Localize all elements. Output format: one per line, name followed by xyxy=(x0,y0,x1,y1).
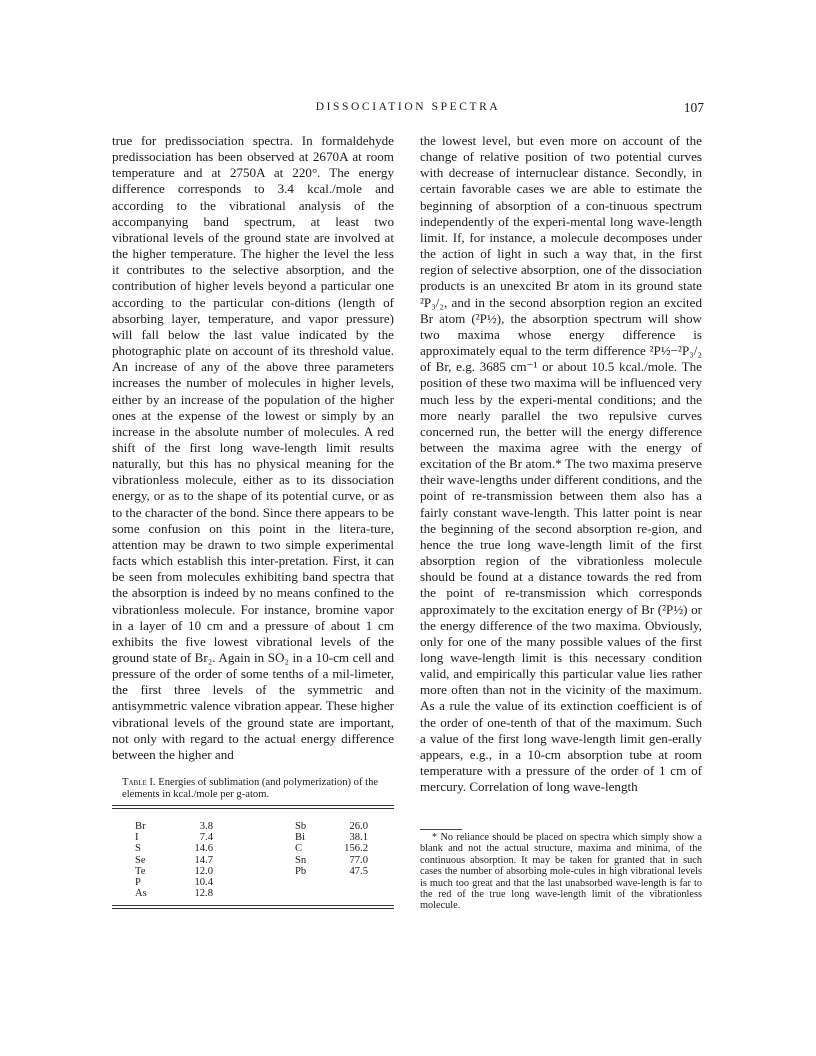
footnote-text: * No reliance should be placed on spectra which simply show a blank and not the actual structure, maxima and minima, of the continuous absorption. It may be taken for granted that in such cases the number of absorbing mole-cules in high vibrational levels is much too great and that the last unabsorbed wave-length is far to the red of the true long wave-length limit of the vibrationless molecule. xyxy=(420,832,702,912)
table-label: Table I. xyxy=(122,777,156,788)
table-cell-element: Br xyxy=(135,821,146,832)
table-rule-top-inner xyxy=(112,808,394,809)
running-head xyxy=(112,100,704,118)
table-left-elements xyxy=(135,821,175,899)
table-cell-value: 14.7 xyxy=(194,854,213,866)
table-caption-text: Energies of sublimation (and polymerization) of the elements in kcal./mole per g-atom. xyxy=(122,777,379,800)
page-number: 107 xyxy=(683,100,704,115)
table-cell-value: 77.0 xyxy=(349,854,368,866)
table-cell-element: Sn xyxy=(295,854,307,866)
table-right-values xyxy=(330,821,368,877)
table-cell-element: Sb xyxy=(295,821,307,832)
table-cell-element: Te xyxy=(135,865,146,877)
table-left-values xyxy=(175,821,213,899)
table-rule-top xyxy=(112,805,394,806)
table-cell-element: Pb xyxy=(295,865,307,877)
footnote-rule xyxy=(420,829,462,830)
table-cell-element: C xyxy=(295,843,303,855)
table-cell-value: 12.0 xyxy=(194,865,213,877)
left-column xyxy=(112,133,394,763)
table-cell-element: Bi xyxy=(295,832,306,844)
table-caption xyxy=(122,777,386,801)
table-cell-element: Se xyxy=(135,854,146,866)
footnote xyxy=(420,832,702,912)
table-rule-bottom xyxy=(112,905,394,906)
running-title: DISSOCIATION SPECTRA xyxy=(315,101,501,113)
right-column-text: the lowest level, but even more on account of the change of relative position of two potential curves with decrease of internuclear distance. Secondly, in certain favorable cases we are able to estimate the beginning of absorption of a con-tinuous spectrum independently of the experi-mental long wave-length limit. If, for instance, a molecule decomposes under the action of light in such a way that, in the first region of selective absorption, one of the dissociation products is an unexcited Br atom in its ground state ²P₃/₂, and in the second absorption region an excited Br atom (²P½), the absorption spectrum will show two maxima whose energy difference is approximately equal to the term difference ²P½−²P₃/₂ of Br, e.g. 3685 cm⁻¹ or about 10.5 kcal./mole. The position of these two maxima will be influenced very much less by the experi-mental conditions; and the more nearly parallel the two repulsive curves concerned run, the better will the energy difference between the maxima agree with the energy of excitation of the Br atom.* The two maxima preserve their wave-lengths under different conditions, and the point of re-transmission between them also has a fairly constant wave-length. This latter point is near the beginning of the second absorption re-gion, and hence the true long wave-length limit of the first absorption region of the vibrationless molecule should be found at a distance towards the red from the point of re-transmission which corresponds approximately to the excitation energy of Br (²P½) or the energy difference of the two maxima. Obviously, only for one of the many possible values of the first long wave-length limit is this necessary condition valid, and empirically this particular value lies rather more often than not in the vicinity of the maximum. As a rule the value of its extinction coefficient is of the order of one-tenth of that of the maximum. Such a value of the first long wave-length limit gen-erally appears, e.g., in a 10-cm absorption tube at room temperature with a pressure of the order of 1 cm of mercury. Correlation of long wave-length xyxy=(420,133,702,795)
table-cell-value: 7.4 xyxy=(199,832,213,844)
table-cell-value: 12.8 xyxy=(194,888,213,900)
table-rule-bottom-inner xyxy=(112,908,394,909)
table-cell-value: 26.0 xyxy=(349,821,368,832)
table-cell-element: P xyxy=(135,876,141,888)
table-cell-element: As xyxy=(135,888,147,900)
table-cell-value: 156.2 xyxy=(344,843,368,855)
right-column xyxy=(420,133,702,795)
table-cell-value: 47.5 xyxy=(349,865,368,877)
table-cell-value: 10.4 xyxy=(194,876,213,888)
table-cell-value: 14.6 xyxy=(194,843,213,855)
table-cell-element: S xyxy=(135,843,141,855)
table-cell-value: 38.1 xyxy=(349,832,368,844)
table-right-elements xyxy=(295,821,335,877)
table-cell-value: 3.8 xyxy=(199,821,213,832)
table-cell-element: I xyxy=(135,832,139,844)
left-column-text: true for predissociation spectra. In formaldehyde predissociation has been observed at 2670A at room temperature and at 2750A at 220°. The energy difference corresponds to 3.4 kcal./mole and according to the vibrational analysis of the accompanying band spectrum, at least two vibrational levels of the ground state are involved at the higher temperature. The higher the level the less it contributes to the selective absorption, and the contribution of higher levels beyond a particular one according to the particular con-ditions (length of absorbing layer, temperature, and vapor pressure) will fall below the last value indicated by the photographic plate on account of its threshold value. An increase of any of the above three parameters increases the number of molecules in higher levels, either by an increase of the population of the higher ones at the expense of the lowest or simply by an increase in the absolute number of molecules. A red shift of the first long wave-length limit results naturally, but this has no physical meaning for the vibrationless molecule, either as to its dissociation energy, or as to the shape of its potential curve, or as to the character of the bond. Since there appears to be some confusion on this point in the litera-ture, attention may be drawn to two simple experimental facts which establish this inter-pretation. First, it can be seen from molecules exhibiting band spectra that the absorption is indeed by no means confined to the vibrationless molecule. For instance, bromine vapor in a layer of 10 cm and a pressure of about 1 cm exhibits the five lowest vibrational levels of the ground state of Br₂. Again in SO₂ in a 10-cm cell and pressure of the order of some tenths of a mil-limeter, the first three levels of the symmetric and antisymmetric valence vibration appear. These higher vibrational levels of the ground state are important, not only with regard to the actual energy difference between the higher and xyxy=(112,133,394,762)
